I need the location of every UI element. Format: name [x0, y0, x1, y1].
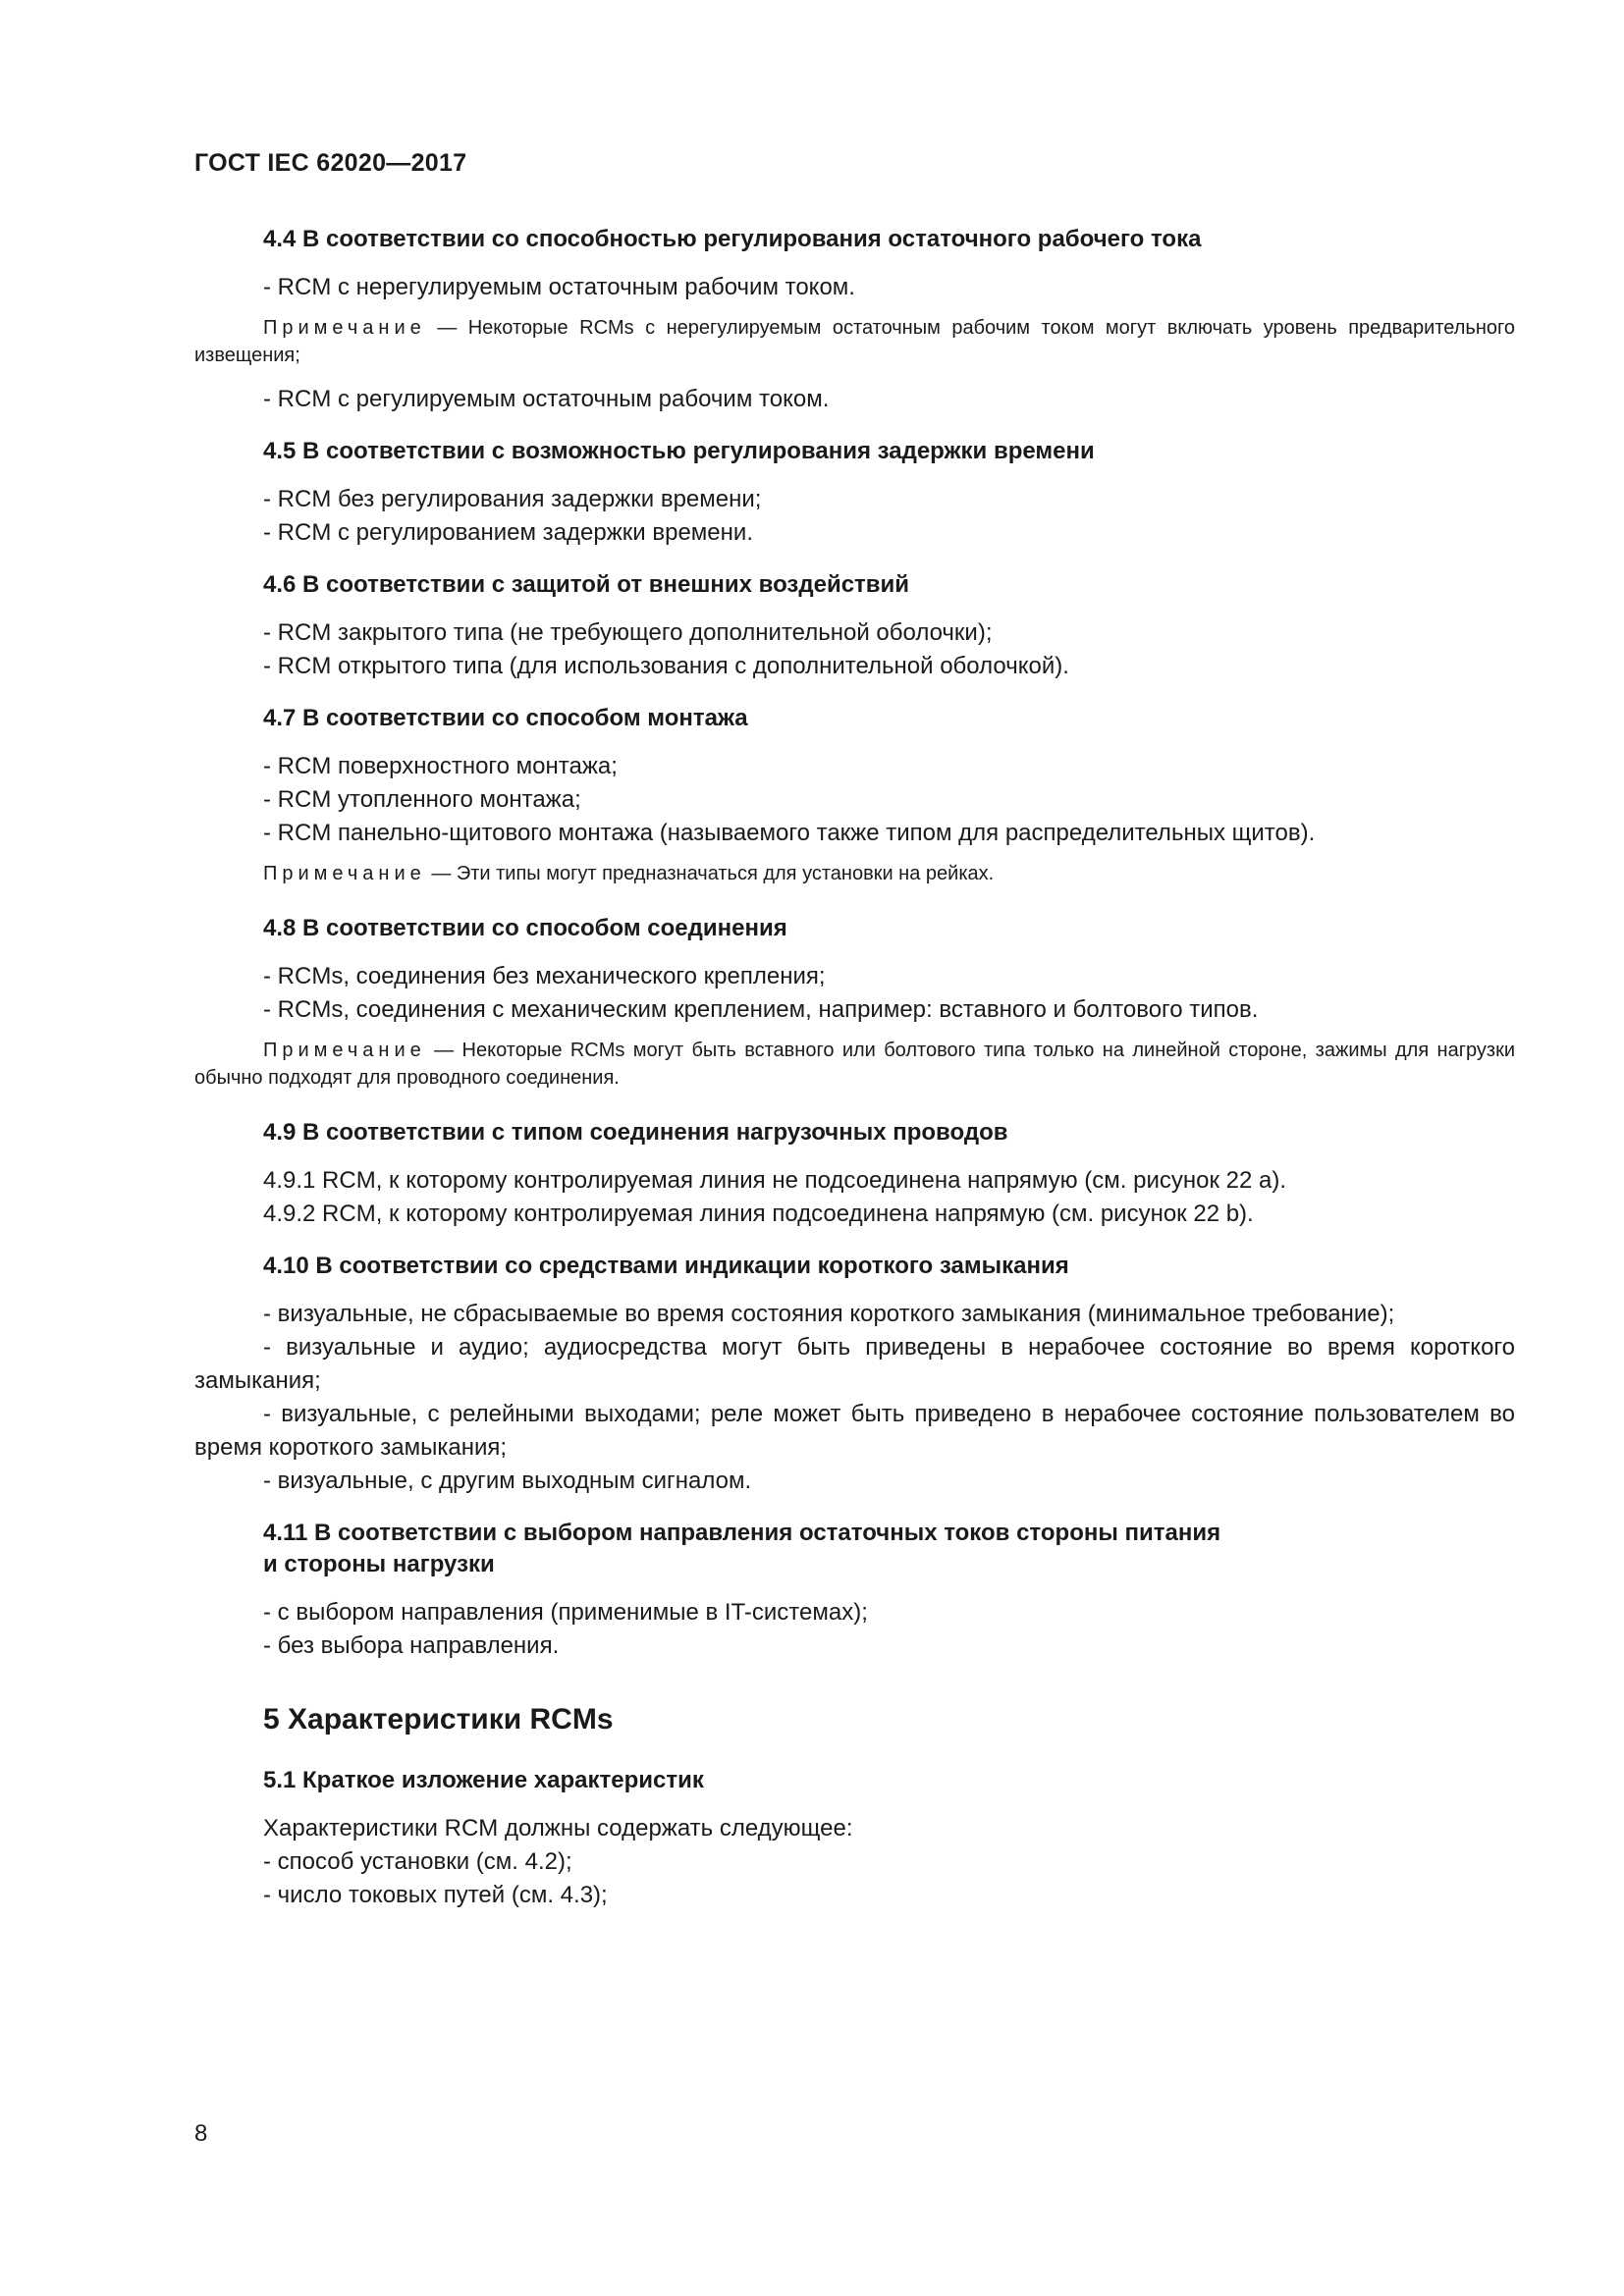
section-heading: 4.10 В соответствии со средствами индикации короткого замыкания: [263, 1253, 1069, 1279]
list-item: - визуальные и аудио; аудиосредства могут быть приведены в нерабочее состояние во время короткого замыкания;: [194, 1334, 1515, 1394]
section-4-7: [194, 703, 1515, 887]
section-4-4: [194, 224, 1515, 416]
list-item: - без выбора направления.: [263, 1632, 560, 1659]
note: [194, 1037, 1515, 1092]
section-4-8: [194, 913, 1515, 1092]
list-item: - RCM с регулируемым остаточным рабочим током.: [263, 386, 830, 412]
list-item: - способ установки (см. 4.2);: [263, 1848, 572, 1875]
list-item: - RCM с нерегулируемым остаточным рабочим током.: [263, 274, 855, 300]
section-heading: 5.1 Краткое изложение характеристик: [263, 1767, 704, 1793]
note-label: Примечание: [263, 863, 426, 884]
list-item: - RCM без регулирования задержки времени;: [263, 486, 762, 512]
page-number: 8: [194, 2120, 208, 2147]
chapter-heading: 5 Характеристики RCMs: [263, 1703, 614, 1735]
list-item: - число токовых путей (см. 4.3);: [263, 1882, 608, 1908]
document-body: [194, 224, 1515, 1932]
list-item: - визуальные, не сбрасываемые во время состояния короткого замыкания (минимальное требование);: [263, 1301, 1395, 1327]
list-item: - визуальные, с релейными выходами; реле может быть приведено в нерабочее состояние пользователем во время короткого замыкания;: [194, 1401, 1515, 1461]
list-item: - визуальные, с другим выходным сигналом.: [263, 1468, 752, 1494]
section-heading-line: и стороны нагрузки: [263, 1551, 495, 1577]
list-item: - RCM панельно-щитового монтажа (называемого также типом для распределительных щитов).: [263, 820, 1316, 846]
list-item: - с выбором направления (применимые в IT-системах);: [263, 1599, 868, 1626]
section-4-6: [194, 569, 1515, 683]
document-header: ГОСТ IEC 62020—2017: [194, 149, 467, 177]
list-item: 4.9.1 RCM, к которому контролируемая линия не подсоединена напрямую (см. рисунок 22 a).: [263, 1167, 1286, 1194]
section-heading: [263, 1518, 1515, 1580]
list-item: - RCMs, соединения без механического крепления;: [263, 963, 826, 989]
list-item: - RCM с регулированием задержки времени.: [263, 519, 753, 546]
note: [194, 314, 1515, 369]
list-item: - RCM поверхностного монтажа;: [263, 753, 618, 779]
section-heading: 4.5 В соответствии с возможностью регулирования задержки времени: [263, 438, 1095, 464]
note-label: Примечание: [263, 1040, 426, 1061]
section-4-9: [194, 1117, 1515, 1231]
list-item: - RCM закрытого типа (не требующего дополнительной оболочки);: [263, 619, 993, 646]
list-item: - RCM утопленного монтажа;: [263, 786, 581, 813]
paragraph: Характеристики RCM должны содержать следующее:: [263, 1815, 853, 1842]
list-item: 4.9.2 RCM, к которому контролируемая линия подсоединена напрямую (см. рисунок 22 b).: [263, 1201, 1254, 1227]
note-label: Примечание: [263, 317, 426, 339]
note-text: — Некоторые RCMs могут быть вставного или болтового типа только на линейной стороне, зажимы для нагрузки обычно подходят для проводного соединения.: [194, 1040, 1516, 1089]
section-heading: 4.9 В соответствии с типом соединения нагрузочных проводов: [263, 1119, 1008, 1146]
section-5-1: [194, 1765, 1515, 1912]
note: [194, 860, 1515, 887]
note-text: — Эти типы могут предназначаться для установки на рейках.: [431, 863, 995, 884]
section-heading: 4.6 В соответствии с защитой от внешних воздействий: [263, 571, 910, 598]
section-4-10: [194, 1251, 1515, 1498]
section-4-11: [194, 1518, 1515, 1663]
section-4-5: [194, 436, 1515, 550]
section-heading: 4.4 В соответствии со способностью регулирования остаточного рабочего тока: [263, 226, 1202, 252]
list-item: - RCM открытого типа (для использования с дополнительной оболочкой).: [263, 653, 1069, 679]
section-heading: 4.7 В соответствии со способом монтажа: [263, 705, 748, 731]
list-item: - RCMs, соединения с механическим креплением, например: вставного и болтового типов.: [263, 996, 1259, 1023]
section-heading-line: 4.11 В соответствии с выбором направления остаточных токов стороны питания: [263, 1520, 1221, 1546]
note-text: — Некоторые RCMs с нерегулируемым остаточным рабочим током могут включать уровень предварительного извещения;: [194, 317, 1515, 366]
section-heading: 4.8 В соответствии со способом соединения: [263, 915, 787, 941]
